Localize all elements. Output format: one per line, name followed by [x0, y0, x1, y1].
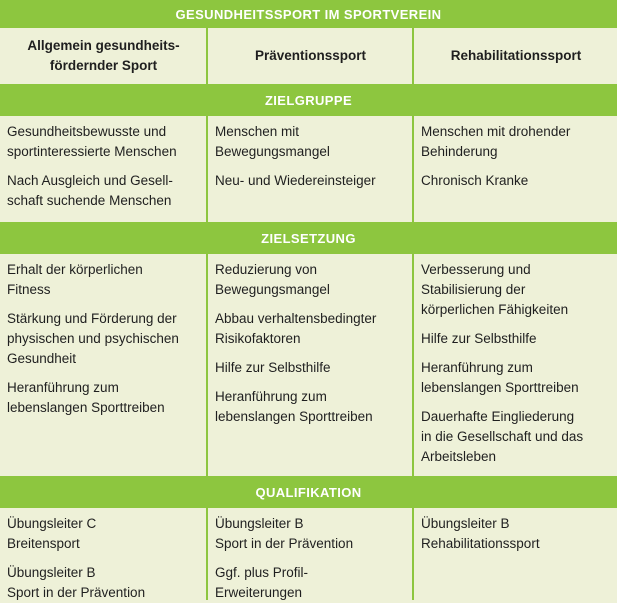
list-item: Nach Ausgleich und Gesell- schaft suchende Menschen	[7, 173, 173, 208]
list-item: Heranführung zum lebenslangen Sporttreiben	[421, 360, 579, 395]
list-item: Chronisch Kranke	[421, 173, 529, 188]
list-item: Neu- und Wiedereinsteiger	[215, 173, 376, 188]
list-item: Gesundheitsbewusste und sportinteressierte Menschen	[7, 124, 177, 159]
list-item: Reduzierung von Bewegungsmangel	[215, 262, 330, 297]
list-item: Erhalt der körperlichen Fitness	[7, 262, 143, 297]
list-item: Übungsleiter C Breitensport	[7, 516, 97, 551]
column-header-prevention	[206, 28, 412, 84]
column-header-row	[0, 28, 617, 84]
cell-prevention	[206, 508, 412, 600]
section-header-objectives: ZIELSETZUNG	[0, 222, 617, 254]
list-item: Übungsleiter B Sport in der Prävention	[7, 565, 146, 600]
cell-rehabilitation	[412, 508, 617, 600]
cell-rehabilitation	[412, 254, 617, 476]
section-header-target-group: ZIELGRUPPE	[0, 84, 617, 116]
cell-prevention	[206, 254, 412, 476]
column-header-text: Rehabilitationssport	[450, 48, 582, 63]
cell-general	[0, 508, 206, 600]
column-header-text: Allgemein gesundheits- fördernder Sport	[27, 38, 180, 73]
list-item: Übungsleiter B Sport in der Prävention	[215, 516, 354, 551]
list-item: Verbesserung und Stabilisierung der körperlichen Fähigkeiten	[421, 262, 569, 317]
list-item: Hilfe zur Selbsthilfe	[215, 360, 331, 375]
list-item: Stärkung und Förderung der physischen und psychischen Gesundheit	[7, 311, 179, 366]
section-row-objectives	[0, 254, 617, 476]
section-header-qualification: QUALIFIKATION	[0, 476, 617, 508]
column-header-text: Präventionssport	[254, 48, 367, 63]
section-row-target-group	[0, 116, 617, 222]
column-header-rehabilitation	[412, 28, 617, 84]
list-item: Heranführung zum lebenslangen Sporttreiben	[7, 380, 165, 415]
cell-general	[0, 254, 206, 476]
list-item: Dauerhafte Eingliederung in die Gesellschaft und das Arbeitsleben	[421, 409, 584, 464]
cell-general	[0, 116, 206, 222]
list-item: Abbau verhaltensbedingter Risikofaktoren	[215, 311, 377, 346]
cell-rehabilitation	[412, 116, 617, 222]
list-item: Hilfe zur Selbsthilfe	[421, 331, 537, 346]
list-item: Ggf. plus Profil- Erweiterungen	[215, 565, 309, 600]
list-item: Übungsleiter B Rehabilitationssport	[421, 516, 540, 551]
list-item: Heranführung zum lebenslangen Sporttreiben	[215, 389, 373, 424]
list-item: Menschen mit drohender Behinderung	[421, 124, 571, 159]
cell-prevention	[206, 116, 412, 222]
column-header-general	[0, 28, 206, 84]
table-title: GESUNDHEITSSPORT IM SPORTVEREIN	[0, 0, 617, 28]
section-row-qualification	[0, 508, 617, 600]
list-item: Menschen mit Bewegungsmangel	[215, 124, 330, 159]
